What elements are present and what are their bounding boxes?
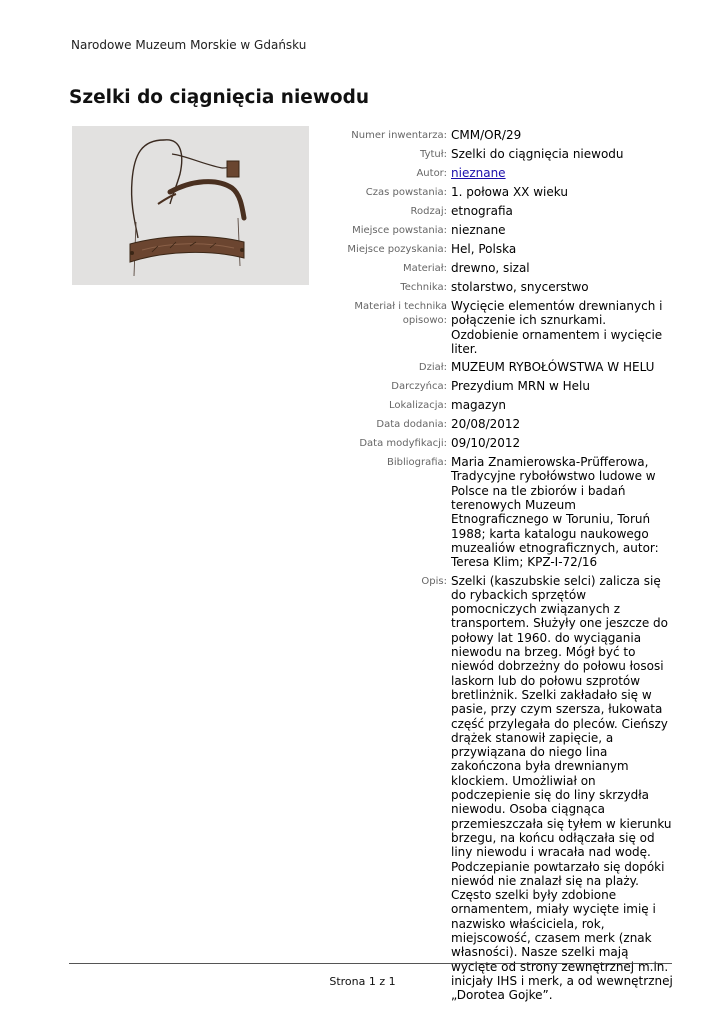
field-type — [340, 204, 680, 219]
field-value: Hel, Polska — [451, 242, 517, 256]
field-value: stolarstwo, snycerstwo — [451, 280, 589, 294]
field-technique — [340, 280, 680, 295]
field-date-modified — [340, 436, 680, 451]
field-value — [451, 166, 673, 181]
field-value: Szelki do ciągnięcia niewodu — [451, 147, 624, 161]
field-label: Materiał i technika opisowo: — [354, 301, 447, 326]
field-title — [340, 147, 680, 162]
field-label: Data modyfikacji: — [359, 438, 447, 450]
author-link[interactable]: nieznane — [451, 166, 506, 180]
field-donor — [340, 379, 680, 394]
field-material — [340, 261, 680, 276]
field-author — [340, 166, 680, 181]
field-bibliography — [340, 455, 680, 569]
field-date-added — [340, 417, 680, 432]
object-photo — [72, 126, 309, 285]
page-number: Strona 1 z 1 — [329, 975, 396, 988]
field-value: magazyn — [451, 398, 507, 413]
field-creation-time — [340, 185, 680, 200]
field-label: Czas powstania: — [365, 187, 447, 198]
field-label: Materiał: — [402, 263, 447, 274]
field-label: Technika: — [400, 282, 447, 293]
field-value: drewno, sizal — [451, 261, 530, 275]
field-value: 09/10/2012 — [451, 436, 521, 451]
field-label: Dział: — [418, 362, 447, 374]
field-department — [340, 360, 680, 375]
field-value: nieznane — [451, 223, 506, 237]
field-location — [340, 398, 680, 413]
field-label: Numer inwentarza: — [351, 130, 447, 141]
field-label: Miejsce powstania: — [352, 225, 447, 236]
field-value: MUZEUM RYBOŁÓWSTWA W HELU — [451, 360, 655, 375]
field-label: Bibliografia: — [386, 457, 447, 469]
page-title: Szelki do ciągnięcia niewodu — [69, 87, 370, 108]
field-value: Szelki (kaszubskie selci) zalicza się do rybackich sprzętów pomocniczych związanych z transportem. Służyły one jeszcze do połowy lat 1960. do wyciągania niewodu na brzeg. Mógł być to niewód dobrzeżny do połowu łososi laskorn lub do połowu szprotów bretlinżnik. Szelki zakładało się w pasie, przy czym szersza, łukowata część przylegała do pleców. Cieńszy drążek stanowił zapięcie, a przywiązana do niego lina zakończona była drewnianym klockiem. Umożliwiał on podczepienie się do liny skrzydła niewodu. Osoba ciągnąca przemieszczała się tyłem w kierunku brzegu, na końcu odłączała się od liny niewodu i wracała nad wodę. Podczepianie powtarzało się dopóki niewód nie znalazł się na plaży. Często szelki były zdobione ornamentem, miały wycięte imię i nazwisko właściciela, rok, miejscowość, czasem merk (znak własności). Nasze szelki mają wycięte od strony zewnętrznej m.in. inicjały IHS i merk, a od wewnętrznej „Dorotea Gojke”. — [451, 573, 673, 1003]
field-label: Miejsce pozyskania: — [347, 244, 447, 255]
field-place-of-creation — [340, 223, 680, 238]
harness-illustration — [72, 126, 309, 285]
field-label: Opis: — [421, 575, 447, 587]
metadata-table — [340, 128, 680, 1006]
field-value: etnografia — [451, 204, 513, 218]
footer-divider — [69, 963, 672, 964]
field-label: Autor: — [416, 168, 447, 179]
field-place-of-acquisition — [340, 242, 680, 257]
field-material-technique-description — [340, 299, 680, 356]
field-inventory-number — [340, 128, 680, 143]
field-value: CMM/OR/29 — [451, 128, 522, 142]
museum-name: Narodowe Muzeum Morskie w Gdańsku — [71, 38, 307, 52]
field-value: Wycięcie elementów drewnianych i połączenie ich sznurkami. Ozdobienie ornamentem i wycięcie liter. — [451, 299, 663, 356]
field-label: Darczyńca: — [391, 381, 447, 393]
field-value: 20/08/2012 — [451, 417, 521, 432]
field-label: Lokalizacja: — [389, 400, 447, 412]
field-label: Data dodania: — [376, 419, 447, 431]
field-label: Rodzaj: — [410, 206, 447, 217]
field-value: Prezydium MRN w Helu — [451, 379, 590, 394]
field-label: Tytuł: — [420, 149, 447, 160]
field-description — [340, 574, 680, 1003]
field-value: Maria Znamierowska-Prüfferowa, Tradycyjne rybołówstwo ludowe w Polsce na tle zbiorów i badań terenowych Muzeum Etnograficznego w Toruniu, Toruń 1988; karta katalogu naukowego muzealiów etnograficznych, autor: Teresa Klim; KPZ-I-72/16 — [451, 455, 659, 570]
field-value: 1. połowa XX wieku — [451, 185, 568, 199]
